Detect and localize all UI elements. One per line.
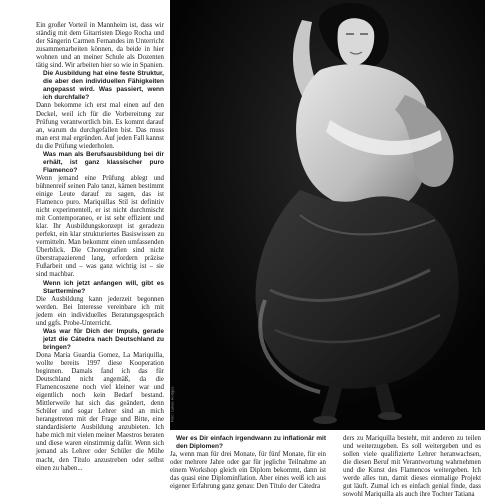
paragraph-answer: Dona Maria Guardia Gomez, La Mariquilla, wollte bereits 1997 diese Kooperation beginnen. Damals fand ich das für Deutschland nicht angemäß, da die Flamencoszene noch viel kleiner war und eigentlich noch kein Bedarf bestand. Mittlerweile hat sich das geändert, denn Schüler und sogar Lehrer sind an mich herangetreten mit der Frage und Bitte, eine standardisierte Ausbildung anzubieten. Ich habe mich mit vielen meiner Maestros beraten und diese waren einstimmig dafür. Wenn sich jemand als Lehrer oder Schüler die Mühe macht, den Título anzustreben oder selbst einen zu haben... xyxy=(36,351,164,472)
paragraph-answer: ders zu Mariquilla besteht, mit anderen zu teilen und weiterzugeben. Es soll weitergeben und es sollen viele qualifizierte Lehrer heranwachsen, die diesen Beruf mit Verantwortung wahrnehmen und die Kunst des Flamencos weitergeben. Ich werde alles tun, damit dieses einmalige Projekt gut läuft. Zumal ich es einfach genial finde, dass sowohl Mariquilla als auch ihre Tochter Tatiana xyxy=(343,435,481,499)
paragraph-answer: Ja, wenn man für drei Monate, für fünf Monate, für ein oder mehrere Jahre oder gar für jegliche Teilnahme an einem Workshop gleich ein Diplom bekommt, dann ist das quasi eine Diplominflation. Aber eines weiß ich aus eigener Erfahrung ganz genau: Den Título der Cátedra xyxy=(170,451,326,491)
article-middle-column xyxy=(170,435,326,491)
paragraph-answer: Die Ausbildung kann jederzeit begonnen werden. Bei Interesse vereinbare ich mit jedem ein individuelles Beratungsgespräch und ggfs. Probe-Unterricht. xyxy=(36,295,164,327)
paragraph-intro: Ein großer Vorteil in Mannheim ist, dass wir ständig mit dem Gitarristen Diego Rocha und der Sängerin Carmen Fernandes im Unterricht zusammenarbeiten können, da beide in hier wohnen und an meiner Schule als Dozenten tätig sind. Wir arbeiten hier so wie in Spanien. xyxy=(36,22,164,70)
dancer-illustration xyxy=(170,0,485,430)
skirt-shape xyxy=(256,190,459,389)
interview-question: Was man als Berufsausbildung bei dir erhält, ist ganz klassischer puro Flamenco? xyxy=(43,150,164,174)
paragraph-answer: Dann bekomme ich erst mal einen auf den Deckel, weil ich für die Vorbereitung zur Prüfung verantwortlich bin. Es kommt darauf an, warum du durchgefallen bist. Das muss man erst mal ergründen. Auf jeden Fall kannst du die Prüfung wiederholen. xyxy=(36,102,164,150)
interview-question: Was war für Dich der Impuls, gerade jetzt die Cátedra nach Deutschland zu bringen? xyxy=(43,327,164,351)
interview-question: Die Ausbildung hat eine feste Struktur, die aber den individuellen Fähigkeiten angepasst wird. Was passiert, wenn ich durchfalle? xyxy=(43,70,164,102)
interview-question: Wer es Dir einfach irgendwann zu inflationär mit den Diplomen? xyxy=(176,435,326,451)
interview-question: Wenn ich jetzt anfangen will, gibt es Starttermine? xyxy=(43,279,164,295)
flamenco-dancer-photo xyxy=(170,0,485,430)
article-right-column xyxy=(343,435,481,499)
article-left-column xyxy=(36,22,164,473)
paragraph-answer: Wenn jemand eine Prüfung ablegt und bühnenreif seinen Palo tanzt, kämen bestimmt einige Leute darauf zu sagen, das ist Flamenco puro. Mariquillas Stil ist definitiv nicht experimentell, er ist nicht durchmischt mit Contemporaneo, er ist sehr effizient und klar. Ihr Ausbildungskonzept ist geradezu perfekt, ein klar strukturiertes Basiswissen zu vermitteln. Man bekommt einen umfassenden Überblick. Die Choreografien sind nicht überstrapazierend lang, erfordern präzise Fußarbeit und – was ganz wichtig ist – sie sind machbar. xyxy=(36,174,164,279)
photo-credit: Foto: Lukas Hodges xyxy=(169,386,175,423)
